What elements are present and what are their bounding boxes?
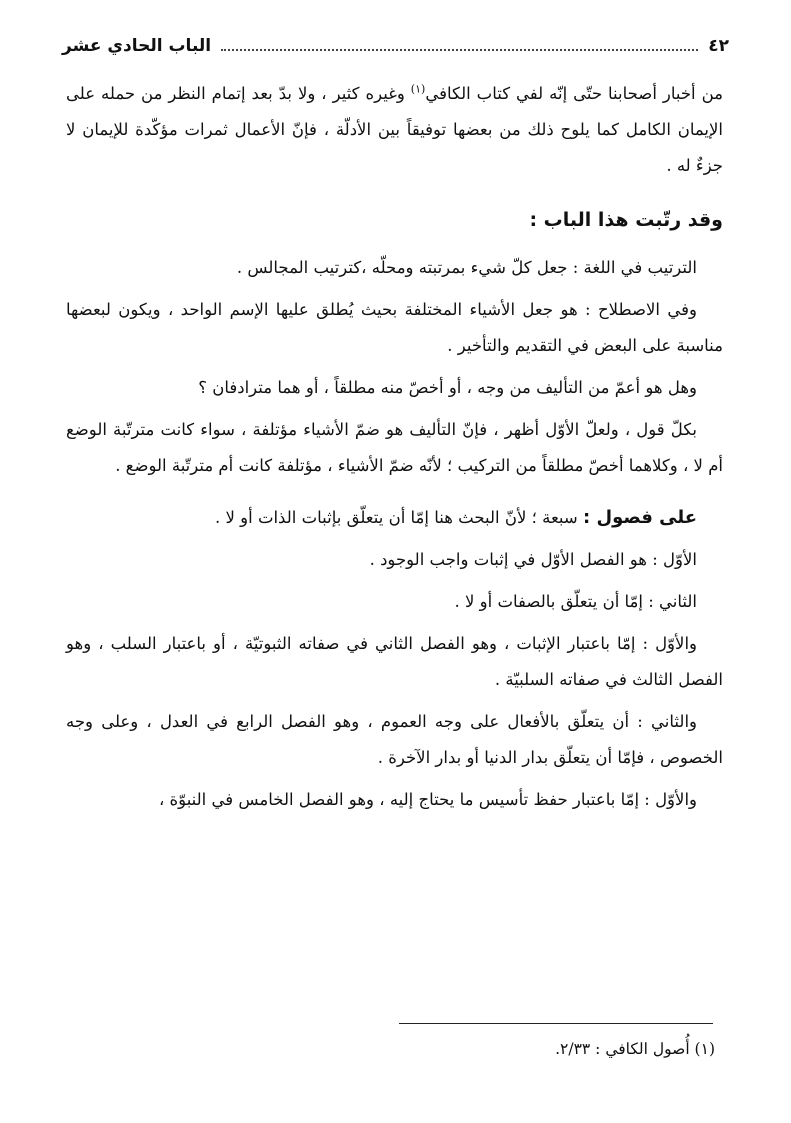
paragraph-prophecy: والأوّل : إمّا باعتبار حفظ تأسيس ما يحتاج إليه ، وهو الفصل الخامس في النبوّة ، — [158, 790, 697, 809]
chapters-text: سبعة ؛ لأنّ البحث هنا إمّا أن يتعلّق بإثبات الذات أو لا . — [215, 508, 583, 527]
paragraph-acts: والثاني : أن يتعلّق بالأفعال على وجه العموم ، وهو الفصل الرابع في العدل ، وعلى وجه الخصوص ، فإمّا أن يتعلّق بدار الدنيا أو بدار الآخرة . — [66, 712, 723, 767]
paragraph-second: الثاني : إمّا أن يتعلّق بالصفات أو لا . — [454, 592, 697, 611]
chapters-lead: على فصول : — [582, 507, 697, 528]
chapter-title: الباب الحادي عشر — [62, 36, 212, 56]
paragraph-question: وهل هو أعمّ من التأليف من وجه ، أو أخصّ منه مطلقاً ، أو هما مترادفان ؟ — [198, 378, 697, 397]
footnote-divider — [399, 1023, 713, 1024]
paragraph-chapters — [66, 500, 723, 536]
intro-text-end: وغيره كثير ، ولا بدّ بعد إتمام النظر من حمله على الإيمان الكامل كما يلوح ذلك من بعضها توفيقاً بين الأدلّة ، فإنّ الأعمال ثمرات مؤكّدة للإيمان لا جزءٌ له . — [66, 84, 723, 175]
intro-text-start: من أخبار أصحابنا حتّى إنّه لفي كتاب الكافي — [425, 84, 724, 103]
paragraph-answer: بكلّ قول ، ولعلّ الأوّل أظهر ، فإنّ التأليف هو ضمّ الأشياء مؤتلفة ، سواء كانت مترتّبة الوضع أم لا ، وكلاهما أخصّ مطلقاً من التركيب ؛ لأنّه ضمّ الأشياء ، مؤتلفة كانت أم مترتّبة الوضع . — [66, 420, 723, 475]
page-header — [62, 26, 729, 66]
dotted-leader — [221, 37, 698, 51]
paragraph-first: الأوّل : هو الفصل الأوّل في إثبات واجب الوجود . — [369, 550, 697, 569]
section-heading: وقد رتّبت هذا الباب : — [529, 209, 723, 231]
body-text — [66, 76, 723, 824]
footnote-marker: (١) — [410, 82, 426, 96]
page-number: ٤٢ — [708, 36, 729, 56]
paragraph-attributes: والأوّل : إمّا باعتبار الإثبات ، وهو الفصل الثاني في صفاته الثبوتيّة ، أو باعتبار السلب ، وهو الفصل الثالث في صفاته السلبيّة . — [66, 634, 723, 689]
paragraph-intro — [66, 76, 723, 184]
footnote: (١) أُصول الكافي : ٢/٣٣. — [555, 1040, 715, 1058]
paragraph-technical-definition: وفي الاصطلاح : هو جعل الأشياء المختلفة بحيث يُطلق عليها الإسم الواحد ، ويكون لبعضها مناسبة على البعض في التقديم والتأخير . — [66, 300, 723, 355]
paragraph-lexical-definition: الترتيب في اللغة : جعل كلّ شيء بمرتبته ومحلّه ،كترتيب المجالس . — [236, 258, 697, 277]
